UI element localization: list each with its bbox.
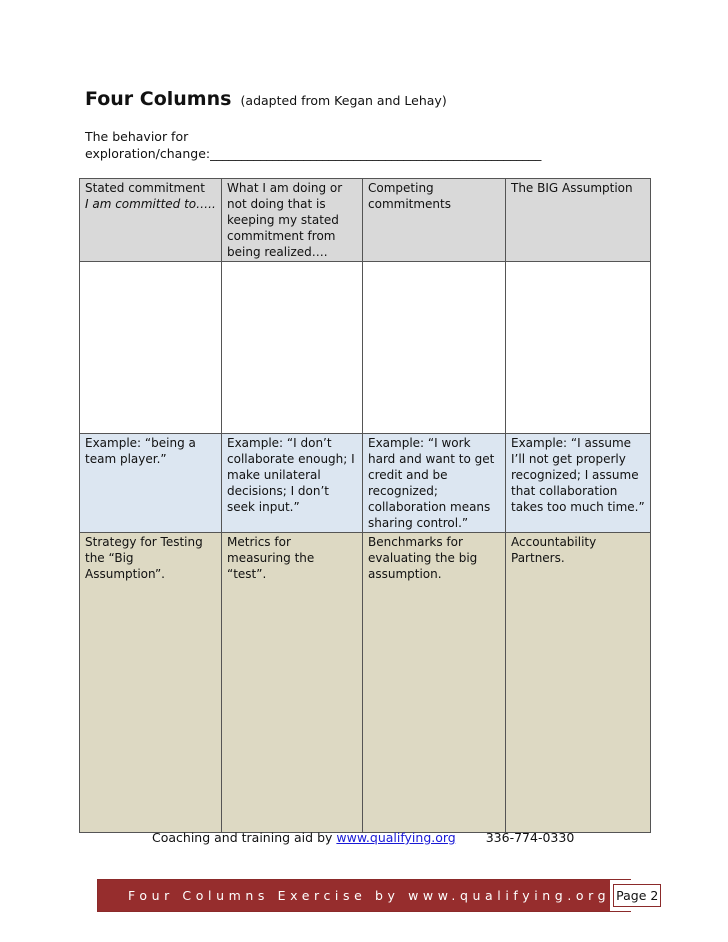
header-stated-commitment: Stated commitment xyxy=(85,181,205,195)
blank-cell-4[interactable] xyxy=(506,262,651,434)
footer-banner xyxy=(97,879,659,912)
header-cell-doing: What I am doing or not doing that is keeping my stated commitment from being realized…. xyxy=(222,179,363,262)
blank-cell-1[interactable] xyxy=(80,262,222,434)
header-committed-to: I am committed to….. xyxy=(85,197,216,211)
page-number-box xyxy=(610,880,661,911)
table-blank-row xyxy=(80,262,651,434)
testing-cell-strategy: Strategy for Testing the “Big Assumption”. xyxy=(80,533,222,833)
page-number: Page 2 xyxy=(613,884,661,907)
table-testing-row xyxy=(80,533,651,833)
behavior-label-line1: The behavior for xyxy=(85,129,189,144)
footer-link[interactable]: www.qualifying.org xyxy=(336,830,456,845)
table-example-row xyxy=(80,434,651,533)
header-cell-stated-commitment xyxy=(80,179,222,262)
example-cell-4: Example: “I assume I’ll not get properly recognized; I assume that collaboration takes too much time.” xyxy=(506,434,651,533)
example-cell-2: Example: “I don’t collaborate enough; I make unilateral decisions; I don’t seek input.” xyxy=(222,434,363,533)
footer-credit xyxy=(152,830,574,845)
behavior-prompt xyxy=(85,128,645,162)
footer-aid-text: Coaching and training aid by xyxy=(152,830,333,845)
blank-cell-2[interactable] xyxy=(222,262,363,434)
blank-cell-3[interactable] xyxy=(363,262,506,434)
header-cell-competing: Competing commitments xyxy=(363,179,506,262)
header-cell-big-assumption: The BIG Assumption xyxy=(506,179,651,262)
example-cell-3: Example: “I work hard and want to get credit and be recognized; collaboration means sharing control.” xyxy=(363,434,506,533)
banner-text: Four Columns Exercise by www.qualifying.org xyxy=(98,880,610,911)
page-subtitle: (adapted from Kegan and Lehay) xyxy=(240,93,447,108)
page-heading xyxy=(85,88,447,110)
footer-phone: 336-774-0330 xyxy=(485,830,575,845)
testing-cell-metrics: Metrics for measuring the “test”. xyxy=(222,533,363,833)
behavior-label-line2: exploration/change:_____________________________________________________ xyxy=(85,146,542,161)
example-cell-1: Example: “being a team player.” xyxy=(80,434,222,533)
testing-cell-benchmarks: Benchmarks for evaluating the big assumption. xyxy=(363,533,506,833)
testing-cell-partners: Accountability Partners. xyxy=(506,533,651,833)
page-title: Four Columns xyxy=(85,88,232,110)
four-columns-table xyxy=(79,178,651,833)
table-header-row xyxy=(80,179,651,262)
